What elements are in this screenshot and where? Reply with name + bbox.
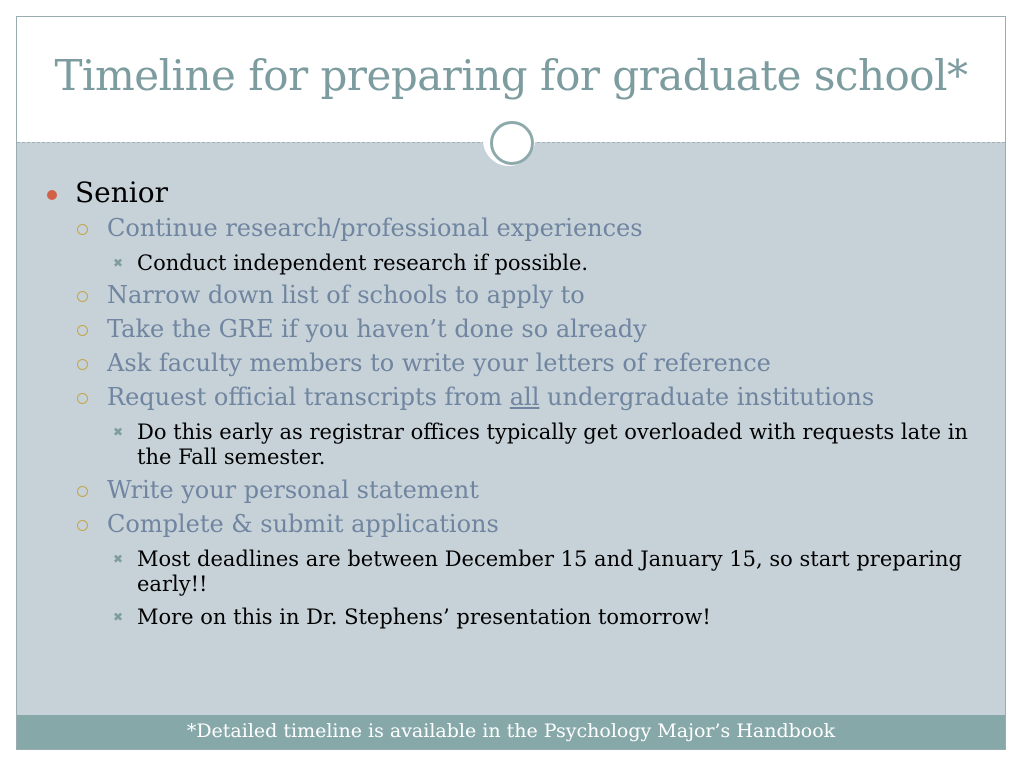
- sub-item-text: More on this in Dr. Stephens’ presentation tomorrow!: [137, 605, 711, 629]
- small-cross-icon: ✖: [113, 552, 124, 566]
- heading-text: Senior: [75, 176, 168, 209]
- list-item-text: Complete & submit applications: [107, 510, 499, 538]
- list-item-text-before: Request official transcripts from: [107, 383, 510, 411]
- list-item-text: Continue research/professional experiences: [107, 214, 643, 242]
- list-item-text: Take the GRE if you haven’t done so already: [107, 315, 647, 343]
- sub-item-text: Most deadlines are between December 15 and January 15, so start preparing early!!: [137, 547, 962, 596]
- list-item-text: [107, 383, 874, 411]
- list-item-text: Narrow down list of schools to apply to: [107, 281, 585, 309]
- slide-title: Timeline for preparing for graduate school*: [54, 51, 968, 100]
- list-item-text: Ask faculty members to write your letters of reference: [107, 349, 771, 377]
- hollow-circle-icon: [77, 224, 88, 235]
- sub-item-text: Conduct independent research if possible.: [137, 251, 589, 275]
- footer-note: *Detailed timeline is available in the Psychology Major’s Handbook: [186, 720, 836, 742]
- hollow-circle-icon: [77, 520, 88, 531]
- hollow-circle-icon: [77, 325, 88, 336]
- small-cross-icon: ✖: [113, 425, 124, 439]
- footer-bar: [17, 715, 1005, 749]
- small-cross-icon: ✖: [113, 610, 124, 624]
- hollow-circle-icon: [77, 486, 88, 497]
- list-item-text: Write your personal statement: [107, 476, 479, 504]
- hollow-circle-icon: [77, 393, 88, 404]
- hollow-circle-icon: [77, 291, 88, 302]
- hollow-circle-icon: [77, 359, 88, 370]
- filled-dot-icon: [47, 190, 57, 200]
- ring-inner: [490, 121, 534, 165]
- sub-item-text: Do this early as registrar offices typically get overloaded with requests late in the Fall semester.: [137, 420, 968, 469]
- small-cross-icon: ✖: [113, 256, 124, 270]
- emphasis-all: all: [509, 383, 540, 411]
- slide: [16, 16, 1006, 750]
- ring-icon: [483, 114, 535, 166]
- list-item-text-after: undergraduate institutions: [539, 383, 875, 411]
